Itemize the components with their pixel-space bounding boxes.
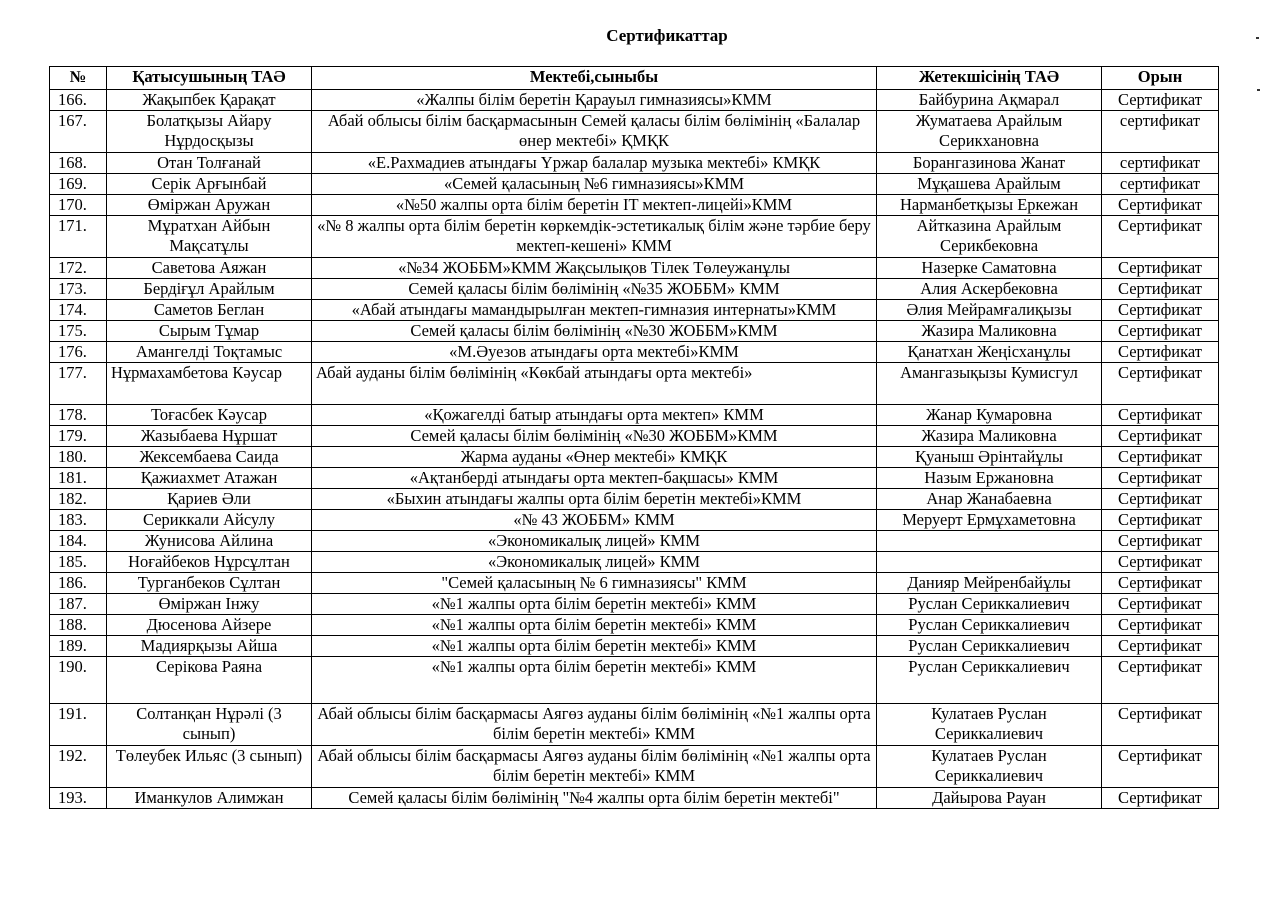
leader-name: Қанатхан Жеңісханұлы xyxy=(877,342,1102,363)
school-name: «№34 ЖОББМ»КММ Жақсылықов Тілек Төлеужанұлы xyxy=(312,258,877,279)
row-number: 185. xyxy=(50,552,107,573)
table-row xyxy=(50,531,1219,552)
certificates-table xyxy=(49,66,1219,809)
leader-name: Руслан Сериккалиевич xyxy=(877,594,1102,615)
participant-name: Саветова Аяжан xyxy=(107,258,312,279)
row-number: 166. xyxy=(50,90,107,111)
school-name: «№ 43 ЖОББМ» КММ xyxy=(312,510,877,531)
table-row xyxy=(50,552,1219,573)
row-number: 177. xyxy=(50,363,107,405)
column-header-participant: Қатысушының ТАӘ xyxy=(107,67,312,90)
row-number: 190. xyxy=(50,657,107,704)
place-value: Сертификат xyxy=(1102,426,1219,447)
school-name: «№1 жалпы орта білім беретін мектебі» КММ xyxy=(312,636,877,657)
row-number: 173. xyxy=(50,279,107,300)
participant-name: Амангелді Тоқтамыс xyxy=(107,342,312,363)
school-name: «Экономикалық лицей» КММ xyxy=(312,531,877,552)
place-value: Сертификат xyxy=(1102,657,1219,704)
place-value: Сертификат xyxy=(1102,531,1219,552)
column-header-place: Орын xyxy=(1102,67,1219,90)
leader-name: Меруерт Ермұхаметовна xyxy=(877,510,1102,531)
leader-name: Руслан Сериккалиевич xyxy=(877,615,1102,636)
place-value: Сертификат xyxy=(1102,704,1219,746)
row-number: 183. xyxy=(50,510,107,531)
table-row xyxy=(50,258,1219,279)
leader-name: Назым Ержановна xyxy=(877,468,1102,489)
table-row xyxy=(50,363,1219,405)
participant-name: Саметов Беглан xyxy=(107,300,312,321)
row-number: 193. xyxy=(50,788,107,809)
participant-name: Қариев Әли xyxy=(107,489,312,510)
row-number: 181. xyxy=(50,468,107,489)
school-name: «М.Әуезов атындағы орта мектебі»КММ xyxy=(312,342,877,363)
table-row xyxy=(50,746,1219,788)
participant-name: Сырым Тұмар xyxy=(107,321,312,342)
place-value: Сертификат xyxy=(1102,342,1219,363)
participant-name: Өміржан Аружан xyxy=(107,195,312,216)
scan-speck xyxy=(1256,37,1259,39)
row-number: 169. xyxy=(50,174,107,195)
table-row xyxy=(50,153,1219,174)
document-title: Сертификаттар xyxy=(606,26,728,45)
school-name: Семей қаласы білім бөлімінің «№30 ЖОББМ»КММ xyxy=(312,426,877,447)
table-row xyxy=(50,174,1219,195)
leader-name: Әлия Мейрамғалиқызы xyxy=(877,300,1102,321)
participant-name: Жақыпбек Қарақат xyxy=(107,90,312,111)
participant-name: Турганбеков Сұлтан xyxy=(107,573,312,594)
leader-name: Данияр Мейренбайұлы xyxy=(877,573,1102,594)
participant-name: Мадиярқызы Айша xyxy=(107,636,312,657)
place-value: Сертификат xyxy=(1102,447,1219,468)
leader-name: Руслан Сериккалиевич xyxy=(877,657,1102,704)
school-name: Абай облысы білім басқармасы Аягөз ауданы білім бөлімінің «№1 жалпы орта білім беретін мектебі» КММ xyxy=(312,746,877,788)
row-number: 187. xyxy=(50,594,107,615)
table-row xyxy=(50,111,1219,153)
place-value: Сертификат xyxy=(1102,216,1219,258)
participant-name: Солтанқан Нұрәлі (3 сынып) xyxy=(107,704,312,746)
school-name: Семей қаласы білім бөлімінің «№30 ЖОББМ»КММ xyxy=(312,321,877,342)
leader-name: Дайырова Рауан xyxy=(877,788,1102,809)
place-value: Сертификат xyxy=(1102,636,1219,657)
table-row xyxy=(50,788,1219,809)
table-row xyxy=(50,426,1219,447)
school-name: «Ақтанберді атындағы орта мектеп-бақшасы» КММ xyxy=(312,468,877,489)
table-row xyxy=(50,342,1219,363)
participant-name: Қажиахмет Атажан xyxy=(107,468,312,489)
table-row xyxy=(50,195,1219,216)
row-number: 186. xyxy=(50,573,107,594)
table-row xyxy=(50,489,1219,510)
school-name: Семей қаласы білім бөлімінің «№35 ЖОББМ» КММ xyxy=(312,279,877,300)
leader-name xyxy=(877,531,1102,552)
participant-name: Серікова Раяна xyxy=(107,657,312,704)
place-value: Сертификат xyxy=(1102,90,1219,111)
leader-name: Жазира Маликовна xyxy=(877,321,1102,342)
participant-name: Төлеубек Ильяс (3 сынып) xyxy=(107,746,312,788)
place-value: Сертификат xyxy=(1102,300,1219,321)
school-name: «Абай атындағы мамандырылған мектеп-гимназия интернаты»КММ xyxy=(312,300,877,321)
place-value: Сертификат xyxy=(1102,405,1219,426)
leader-name: Жазира Маликовна xyxy=(877,426,1102,447)
row-number: 184. xyxy=(50,531,107,552)
school-name: «Қожагелді батыр атындағы орта мектеп» КММ xyxy=(312,405,877,426)
participant-name: Өміржан Інжу xyxy=(107,594,312,615)
place-value: Сертификат xyxy=(1102,552,1219,573)
row-number: 170. xyxy=(50,195,107,216)
school-name: Абай облысы білім басқармасы Аягөз ауданы білім бөлімінің «№1 жалпы орта білім беретін мектебі» КММ xyxy=(312,704,877,746)
table-row xyxy=(50,510,1219,531)
participant-name: Болатқызы Айару Нұрдосқызы xyxy=(107,111,312,153)
row-number: 171. xyxy=(50,216,107,258)
participant-name: Иманкулов Алимжан xyxy=(107,788,312,809)
table-row xyxy=(50,573,1219,594)
participant-name: Нұрмахамбетова Кәусар xyxy=(107,363,312,405)
place-value: Сертификат xyxy=(1102,363,1219,405)
leader-name: Анар Жанабаевна xyxy=(877,489,1102,510)
school-name: "Семей қаласының № 6 гимназиясы" КММ xyxy=(312,573,877,594)
scan-speck xyxy=(1257,89,1260,91)
row-number: 188. xyxy=(50,615,107,636)
leader-name: Нарманбетқызы Еркежан xyxy=(877,195,1102,216)
school-name: «Быхин атындағы жалпы орта білім беретін мектебі»КММ xyxy=(312,489,877,510)
row-number: 191. xyxy=(50,704,107,746)
leader-name: Мұқашева Арайлым xyxy=(877,174,1102,195)
place-value: Сертификат xyxy=(1102,510,1219,531)
row-number: 180. xyxy=(50,447,107,468)
table-row xyxy=(50,300,1219,321)
leader-name: Айтказина Арайлым Серикбековна xyxy=(877,216,1102,258)
school-name: «№1 жалпы орта білім беретін мектебі» КММ xyxy=(312,615,877,636)
school-name: «Е.Рахмадиев атындағы Үржар балалар музыка мектебі» КМҚК xyxy=(312,153,877,174)
place-value: Сертификат xyxy=(1102,615,1219,636)
place-value: Сертификат xyxy=(1102,468,1219,489)
school-name: «№ 8 жалпы орта білім беретін көркемдік-эстетикалық білім және тәрбие беру мектеп-кешені» КММ xyxy=(312,216,877,258)
row-number: 189. xyxy=(50,636,107,657)
school-name: «№50 жалпы орта білім беретін IT мектеп-лицейі»КММ xyxy=(312,195,877,216)
leader-name: Жуматаева Арайлым Серикхановна xyxy=(877,111,1102,153)
row-number: 168. xyxy=(50,153,107,174)
table-row xyxy=(50,90,1219,111)
participant-name: Сериккали Айсулу xyxy=(107,510,312,531)
participant-name: Бердіғұл Арайлым xyxy=(107,279,312,300)
leader-name: Кулатаев Руслан Сериккалиевич xyxy=(877,704,1102,746)
column-header-number: № xyxy=(50,67,107,90)
table-row xyxy=(50,704,1219,746)
school-name: Жарма ауданы «Өнер мектебі» КМҚК xyxy=(312,447,877,468)
participant-name: Мұратхан Айбын Мақсатұлы xyxy=(107,216,312,258)
row-number: 174. xyxy=(50,300,107,321)
leader-name: Қуаныш Әрінтайұлы xyxy=(877,447,1102,468)
row-number: 182. xyxy=(50,489,107,510)
leader-name: Жанар Кумаровна xyxy=(877,405,1102,426)
school-name: «№1 жалпы орта білім беретін мектебі» КММ xyxy=(312,594,877,615)
row-number: 175. xyxy=(50,321,107,342)
table-row xyxy=(50,216,1219,258)
leader-name: Руслан Сериккалиевич xyxy=(877,636,1102,657)
table-row xyxy=(50,321,1219,342)
place-value: Сертификат xyxy=(1102,279,1219,300)
row-number: 179. xyxy=(50,426,107,447)
leader-name: Алия Аскербековна xyxy=(877,279,1102,300)
place-value: Сертификат xyxy=(1102,321,1219,342)
school-name: «Жалпы білім беретін Қарауыл гимназиясы»КММ xyxy=(312,90,877,111)
school-name: «№1 жалпы орта білім беретін мектебі» КММ xyxy=(312,657,877,704)
place-value: Сертификат xyxy=(1102,195,1219,216)
leader-name: Амангазықызы Кумисгул xyxy=(877,363,1102,405)
leader-name: Байбурина Ақмарал xyxy=(877,90,1102,111)
school-name: Абай облысы білім басқармасынын Семей қаласы білім бөлімінің «Балалар өнер мектебі» ҚМҚК xyxy=(312,111,877,153)
column-header-school: Мектебі,сыныбы xyxy=(312,67,877,90)
participant-name: Тоғасбек Кәусар xyxy=(107,405,312,426)
participant-name: Отан Толғанай xyxy=(107,153,312,174)
row-number: 172. xyxy=(50,258,107,279)
table-row xyxy=(50,447,1219,468)
table-row xyxy=(50,636,1219,657)
row-number: 176. xyxy=(50,342,107,363)
column-header-leader: Жетекшісінің ТАӘ xyxy=(877,67,1102,90)
place-value: Сертификат xyxy=(1102,573,1219,594)
leader-name: Кулатаев Руслан Сериккалиевич xyxy=(877,746,1102,788)
leader-name xyxy=(877,552,1102,573)
participant-name: Ноғайбеков Нұрсұлтан xyxy=(107,552,312,573)
place-value: Сертификат xyxy=(1102,489,1219,510)
school-name: «Экономикалық лицей» КММ xyxy=(312,552,877,573)
participant-name: Жексембаева Саида xyxy=(107,447,312,468)
place-value: Сертификат xyxy=(1102,594,1219,615)
place-value: сертификат xyxy=(1102,153,1219,174)
participant-name: Жазыбаева Нұршат xyxy=(107,426,312,447)
participant-name: Жунисова Айлина xyxy=(107,531,312,552)
table-header-row xyxy=(50,67,1219,90)
table-row xyxy=(50,615,1219,636)
table-row xyxy=(50,468,1219,489)
row-number: 167. xyxy=(50,111,107,153)
place-value: Сертификат xyxy=(1102,788,1219,809)
leader-name: Назерке Саматовна xyxy=(877,258,1102,279)
table-row xyxy=(50,279,1219,300)
school-name: «Семей қаласының №6 гимназиясы»КММ xyxy=(312,174,877,195)
participant-name: Дюсенова Айзере xyxy=(107,615,312,636)
table-row xyxy=(50,657,1219,704)
school-name: Семей қаласы білім бөлімінің "№4 жалпы орта білім беретін мектебі" xyxy=(312,788,877,809)
row-number: 178. xyxy=(50,405,107,426)
place-value: сертификат xyxy=(1102,111,1219,153)
table-row xyxy=(50,405,1219,426)
place-value: сертификат xyxy=(1102,174,1219,195)
participant-name: Серік Арғынбай xyxy=(107,174,312,195)
school-name: Абай ауданы білім бөлімінің «Көкбай атындағы орта мектебі» xyxy=(312,363,877,405)
table-row xyxy=(50,594,1219,615)
place-value: Сертификат xyxy=(1102,746,1219,788)
place-value: Сертификат xyxy=(1102,258,1219,279)
row-number: 192. xyxy=(50,746,107,788)
leader-name: Борангазинова Жанат xyxy=(877,153,1102,174)
